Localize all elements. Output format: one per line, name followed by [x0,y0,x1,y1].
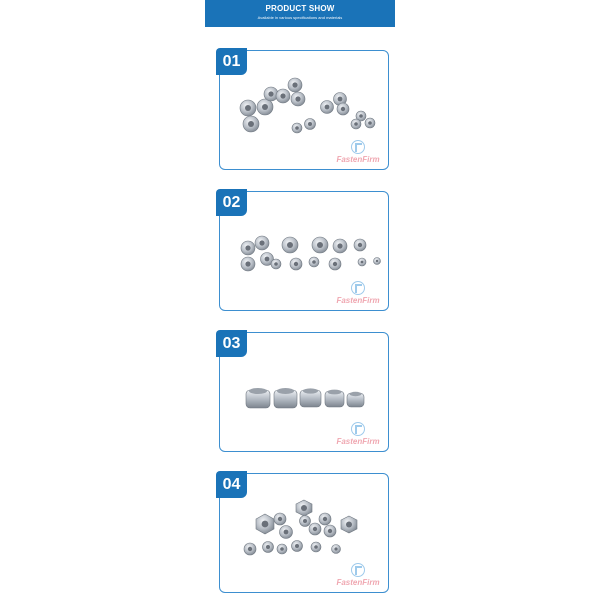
product-panel-3 [219,332,389,452]
product-show-banner [205,0,395,27]
fastenfirm-logo-icon [351,140,365,154]
fastenfirm-logo [332,422,384,448]
panel-number-badge: 03 [216,330,247,357]
fastenfirm-logo [332,563,384,589]
fastenfirm-logo-text: FastenFirm [336,155,380,164]
fastenfirm-logo-text: FastenFirm [336,578,380,587]
banner-title: PRODUCT SHOW [265,4,335,13]
fastenfirm-logo-text: FastenFirm [336,296,380,305]
fastenfirm-logo-icon [351,422,365,436]
product-panel-4 [219,473,389,593]
fastenfirm-logo-icon [351,563,365,577]
panel-number-badge: 04 [216,471,247,498]
panel-number-badge: 01 [216,48,247,75]
panel-number-badge: 02 [216,189,247,216]
fastenfirm-logo-icon [351,281,365,295]
fastenfirm-logo-text: FastenFirm [336,437,380,446]
banner-subtitle: Available in various specifications and materials [257,15,343,20]
product-panel-1 [219,50,389,170]
fastenfirm-logo [332,140,384,166]
fastenfirm-logo [332,281,384,307]
product-panel-2 [219,191,389,311]
